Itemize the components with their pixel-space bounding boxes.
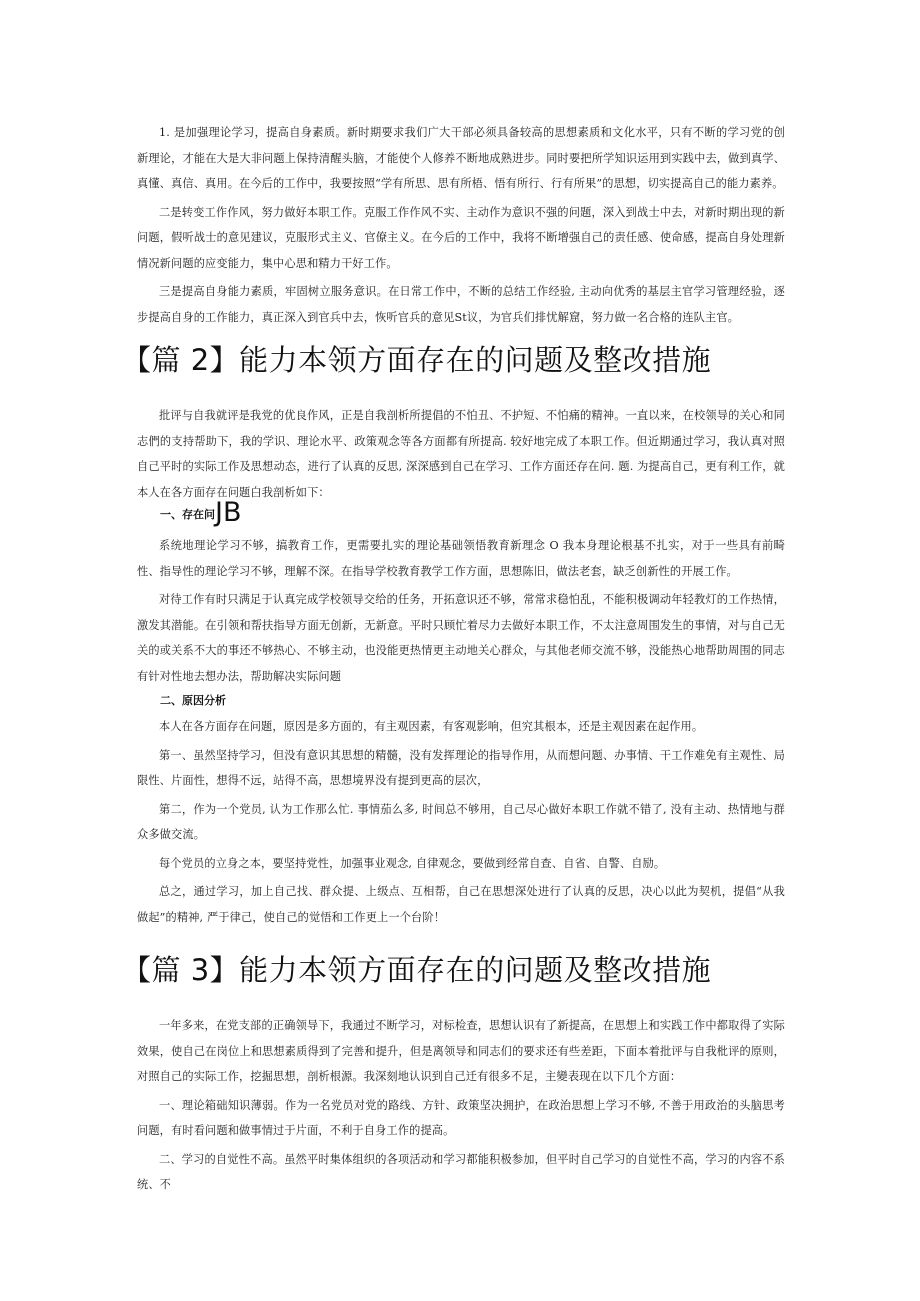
paragraph: 批评与自我就评是我党的优良作风，正是自我剖析所提倡的不怕丑、不护短、不怕痛的精神。一直以来，在校领导的关心和同志們的支持帮助下，我的学识、理论水平、政策观念等各方面都有所提高. 较好地完成了本职工作。但近期通过学习，我认真对照自己平时的实际工作及思想动态，进行了认真的反思, 深深感到自己在学习、工作方面还存在问. 题. 为提高自己，更有利工作，就本人在各方面存在问题白我剖析如下： <box>137 409 785 499</box>
paragraph: 二、学习的自觉性不高。虽然平时集体组织的各项活动和学习都能积极参加，但平时自己学习的自觉性不高，学习的内容不系统、不 <box>137 1152 785 1191</box>
section2-problems <box>137 533 785 692</box>
paragraph: 1. 是加强理论学习，提高自身素质。新时期要求我们广大干部必须具备较高的思想素质和文化水平，只有不断的学习党的创新理论，才能在大是大非问题上保持清醒头脑，才能使个人修养不断地成熟进步。同时要把所学知识运用到实践中去，做到真学、真懂、真信、真用。在今后的工作中，我要按照“学有所思、思有所梧、悟有所行、行有所果”的思想，切实提高自己的能力素养。 <box>137 126 785 190</box>
section1-body <box>137 120 785 333</box>
paragraph: 总之，通过学习，加上自己找、群众提、上级点、互相帮，自己在思想深处进行了认真的反思，决心以此为契机，提倡“从我做起”的精神, 严于律己，使自己的觉悟和工作更上一个台阶！ <box>137 885 785 924</box>
subheading-causes: 二、原因分析 <box>160 694 226 707</box>
subheading-problems-suffix: JB <box>215 497 242 528</box>
paragraph: 二是转变工作作风，努力做好本职工作。克服工作作风不实、主动作为意识不强的问题，深入到战士中去，对新时期出现的新问题，假听战士的意见建议，克服形式主义、官僚主义。在今后的工作中，我将不断增强自己的责任感、使命感，提高自身处理新情况新问题的应变能力，集中心思和精力干好工作。 <box>137 205 785 270</box>
section2-intro <box>137 403 785 508</box>
paragraph: 第二，作为一个党员, 认为工作那么忙. 事情茄么多, 时间总不够用，自己尽心做好本职工作就不错了, 没有主动、热情地与群众多做交流。 <box>137 802 785 841</box>
paragraph: 三是提高自身能力素质，牢固树立服务意识。在日常工作中，不断的总结工作经验, 主动向优秀的基层主官学习管理经验，逐步提高自身的工作能力，真正深入到官兵中去，恢听官兵的意见St议，为官兵们排忧解窟，努力做一名合格的连队主官。 <box>137 285 785 324</box>
paragraph: 每个党员的立身之本，要坚持党性，加强事业观念, 自律观念，要做到经常自查、自省、自警、自励。 <box>159 856 666 870</box>
subheading-problems-text: 一、存在问 <box>160 508 215 521</box>
paragraph: 对待工作有时只满足于认真完成学校领导交给的任务，开拓意识还不够，常常求稳怕乱，不能积极调动年轻教灯的工作热情，激发其潜能。在引领和帮扶指导方面无创新，无新意。平时只顾忙着尽力去做好本职工作，不太注意周围发生的事情，对与自己无关的或关系不大的事还不够热心、不够主动，也没能更热情更主动地关心群众，与其他老师交流不够，没能热心地帮助周围的同志有针对性地去想办法，帮助解决实际问题 <box>137 593 785 683</box>
paragraph: 系统地理论学习不够，搞教育工作，更需要扎实的理论基础领悟教育新理念 O 我本身理论根基不扎实，对于一些具有前畸性、指导性的理论学习不够，理解不深。在指导学校教育教学工作方面，思想陈旧，做法老套，缺乏创新性的开展工作。 <box>137 539 785 578</box>
heading-part-2: 【篇 2】能力本领方面存在的问题及整改措施 <box>122 343 712 377</box>
subheading-problems <box>160 497 242 528</box>
paragraph: 一、理论箱础知识薄弱。作为一名党员对党的路线、方针、政策坚决拥护，在政治思想上学习不够, 不善于用政治的头脑思考问题，有时看问题和做事情过于片面，不利于自身工作的提高。 <box>137 1098 785 1137</box>
paragraph: 本人在各方面存在问题，原因是多方面的，有主观因素，有客观影响，但究其根本，还是主观因素在起作用。 <box>159 720 704 733</box>
paragraph: 一年多来，在党支部的正确领导下，我通过不断学习，对标检查，思想认识有了新提高，在思想上和实践工作中都取得了实际效果，使自己在岗位上和思想素质得到了完善和提升，但是离领导和同志们的要求还有些差距，下面本着批评与自我枇评的原则，对照自己的实际工作，挖掘思想，剖析根源。我深刻地认识到自己迁有很多不足，主變表现在以下几个方面： <box>137 1019 785 1083</box>
section3-body <box>137 1013 785 1201</box>
section2-causes <box>137 714 785 933</box>
heading-part-3: 【篇 3】能力本领方面存在的问题及整改措施 <box>122 953 712 987</box>
paragraph: 第一、虽然坚持学习，但没有意识其思想的精髓，没有发挥理论的指导作用，从而想问题、办事情、干工作难免有主观性、局限性、片面性，想得不远，站得不高，思想境界没有提到更高的层次， <box>137 748 785 787</box>
